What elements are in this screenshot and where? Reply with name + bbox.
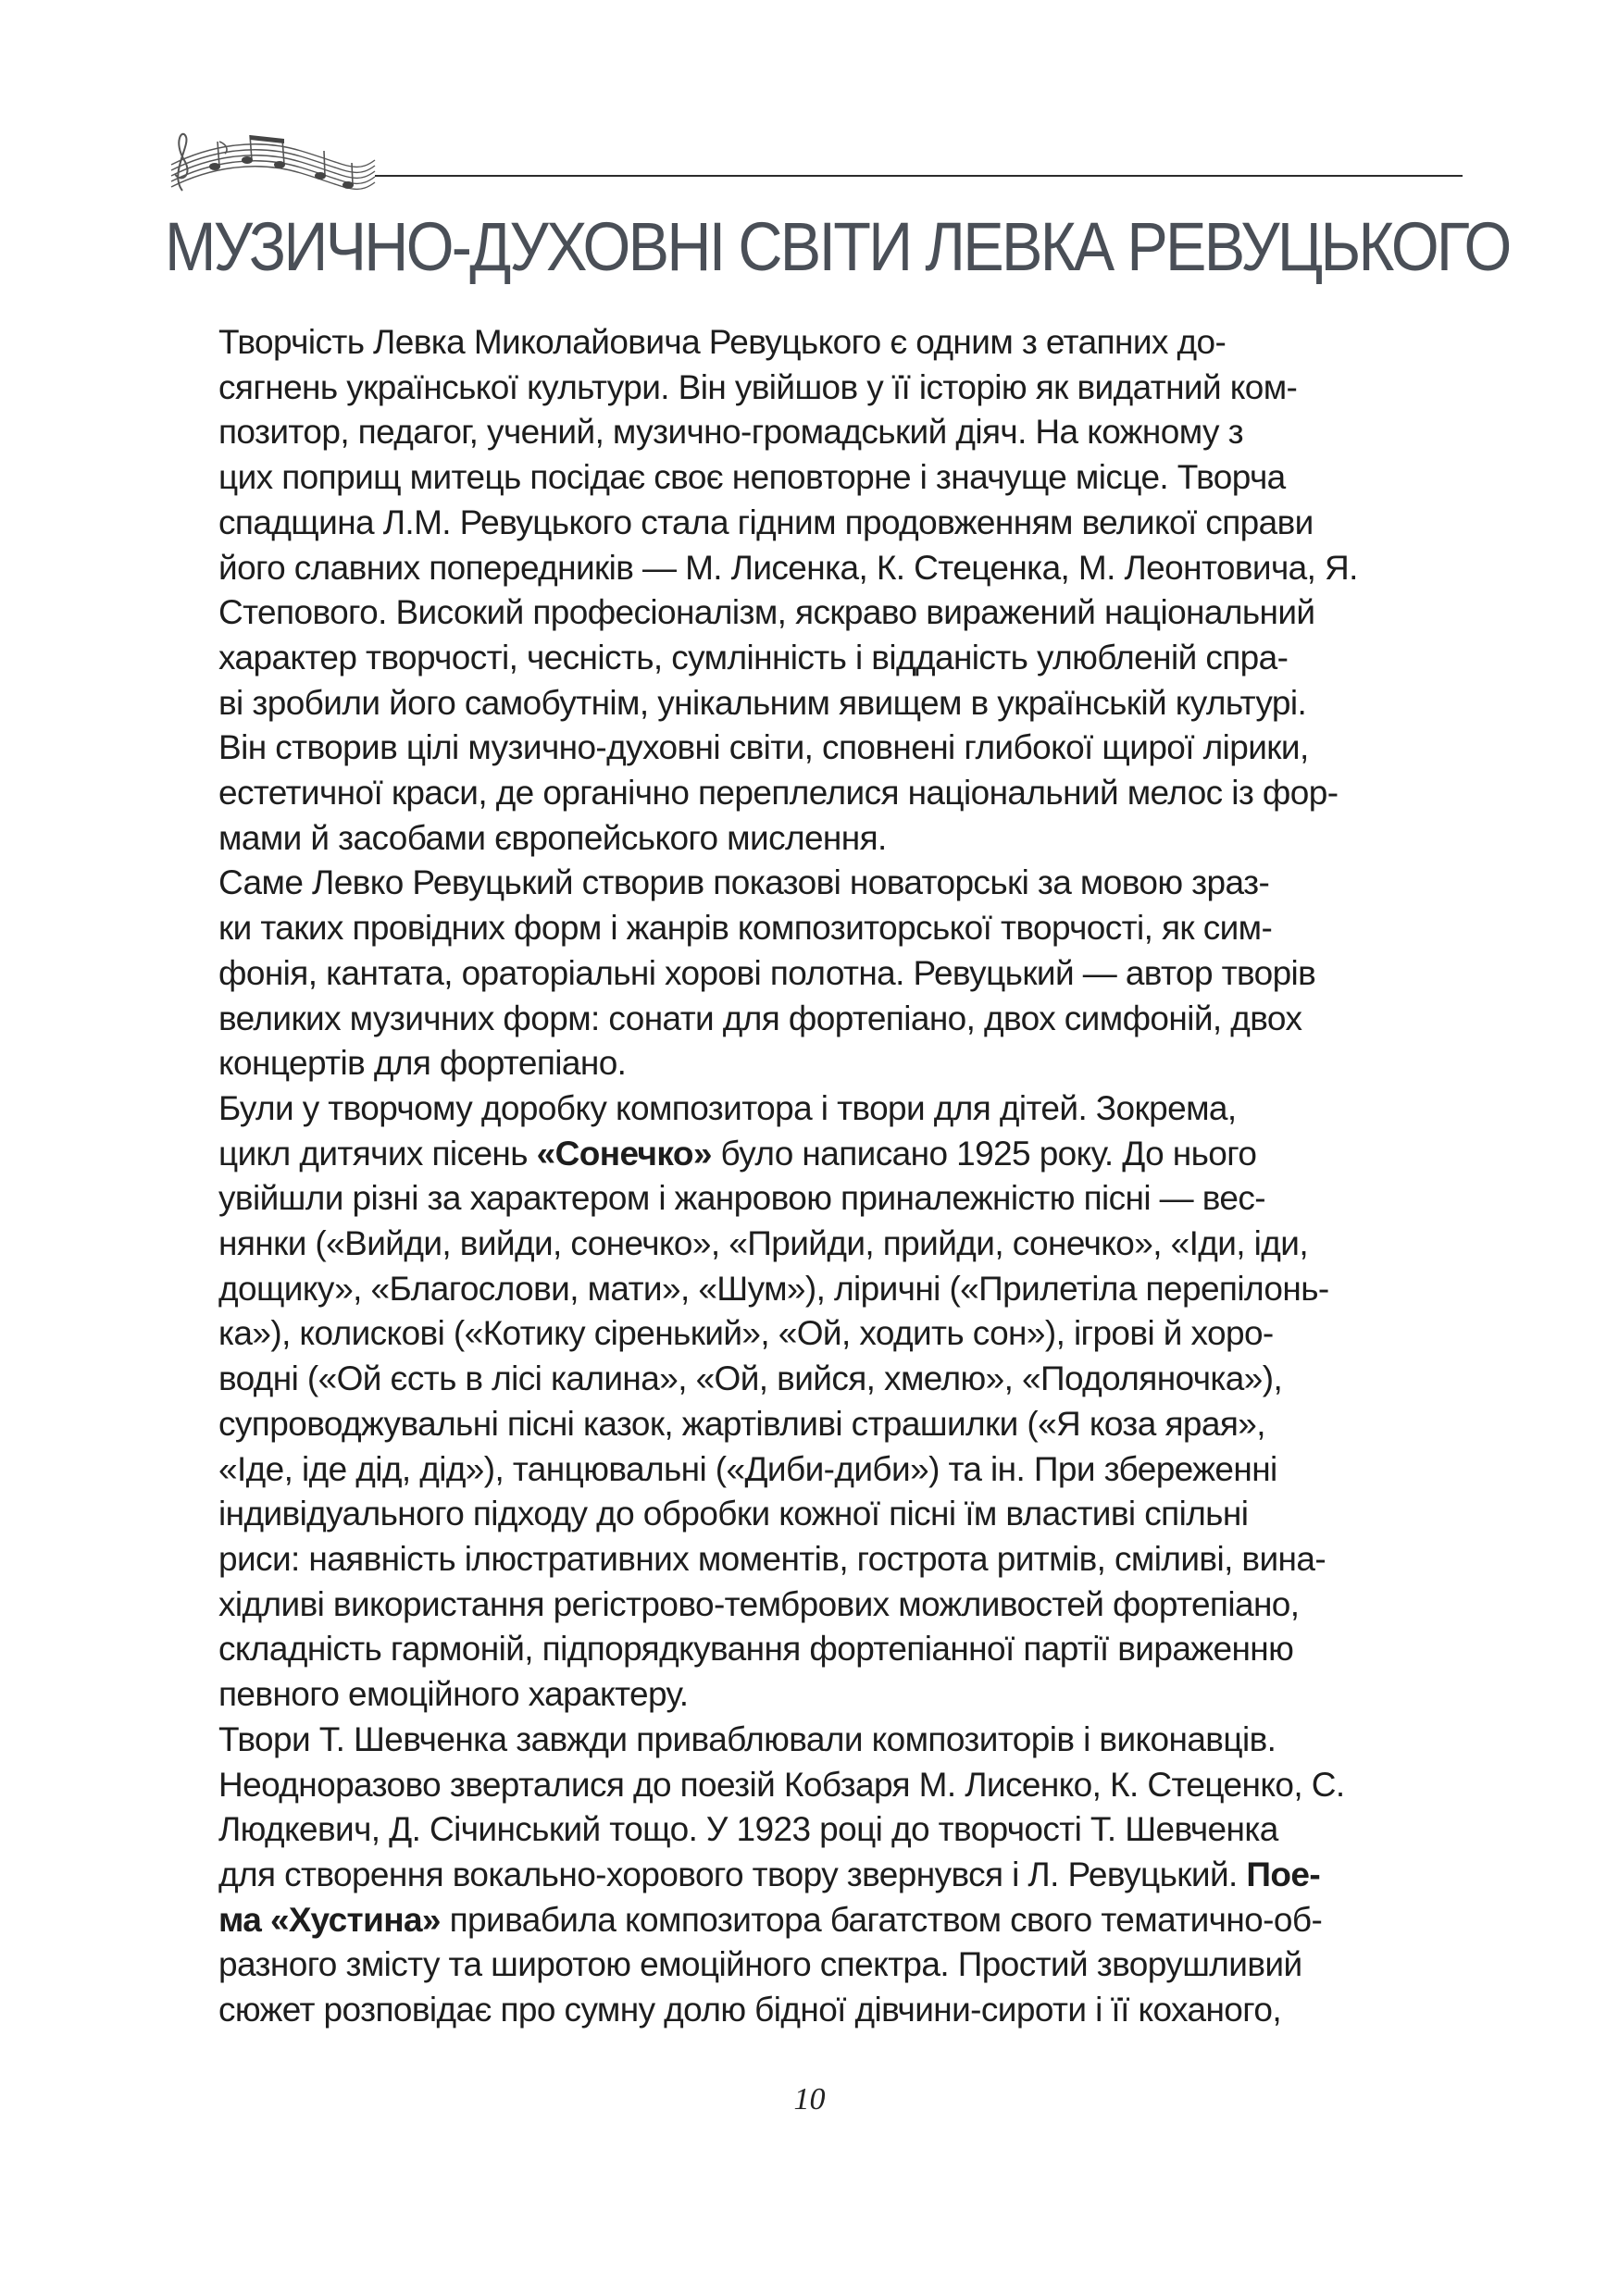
paragraph: Твори Т. Шевченка завжди приваблювали композиторів і виконавців. Неодноразово зверталися до поезій Кобзаря М. Лисенко, К. Стеценко, С. Людкевич, Д. Січинський тощо. У 1923 році до творчості Т. Шевченка для створення вокально-хорового твору звернувся і Л. Ревуцький. Пое- ма «Хустина» привабила композитора багатством свого тематично-об- разного змісту та широтою емоційного спектра. Простий зворушливий сюжет розповідає про сумну долю бідної дівчини-сироти і її коханого,	[218, 1719, 1345, 2029]
header-rule	[375, 175, 1463, 177]
bold-term: ма «Хустина»	[218, 1900, 441, 1939]
paragraph: Були у творчому доробку композитора і твори для дітей. Зокрема, цикл дитячих пісень «Сонечко» було написано 1925 року. До нього увійшли різні за характером і жанровою приналежністю пісні — вес- нянки («Вийди, вийди, сонечко», «Прийди, прийди, сонечко», «Іди, іди, дощику», «Благослови, мати», «Шум»), ліричні («Прилетіла перепілонь- ка»), колискові («Котику сіренький», «Ой, ходить сон»), ігрові й хоро- водні («Ой єсть в лісі калина», «Ой, вийся, хмелю», «Подоляночка»), супроводжувальні пісні казок, жартівливі страшилки («Я коза ярая», «Іде, іде дід, дід»), танцювальні («Диби-диби») та ін. При збереженні індивідуального підходу до обробки кожної пісні їм властиві спільні риси: наявність ілюстративних моментів, гострота ритмів, сміливі, вина- хідливі використання регістрово-тембрових можливостей фортепіано, складність гармоній, підпорядкування фортепіанної партії вираженню певного емоційного характеру.	[218, 1088, 1329, 1714]
page-number: 10	[793, 2082, 826, 2116]
page-title: МУЗИЧНО-ДУХОВНІ СВІТИ ЛЕВКА РЕВУЦЬКОГО	[165, 208, 1510, 285]
bold-term: Пое-	[1246, 1855, 1321, 1893]
music-notes-ornament-icon	[162, 109, 380, 202]
bold-term: «Сонечко»	[536, 1134, 712, 1173]
body-text	[165, 320, 1461, 2033]
paragraph: Саме Левко Ревуцький створив показові новаторські за мовою зраз- ки таких провідних форм і жанрів композиторської творчості, як сим- фонія, кантата, ораторіальні хорові полотна. Ревуцький — автор творів великих музичних форм: сонати для фортепіано, двох симфоній, двох концертів для фортепіано.	[218, 863, 1316, 1083]
paragraph: Творчість Левка Миколайовича Ревуцького є одним з етапних до- сягнень української культури. Він увійшов у її історію як видатний ком- позитор, педагог, учений, музично-громадський діяч. На кожному з цих поприщ митець посідає своє неповторне і значуще місце. Творча спадщина Л.М. Ревуцького стала гідним продовженням великої справи його славних попередників — М. Лисенка, К. Стеценка, М. Леонтовича, Я. Степового. Високий професіоналізм, яскраво виражений національний характер творчості, чесність, сумлінність і відданість улюбленій спра- ві зробили його самобутнім, унікальним явищем в українській культурі. Він створив цілі музично-духовні світи, сповнені глибокої щирої лірики, естетичної краси, де органічно переплелися національний мелос із фор- мами й засобами європейського мислення.	[218, 323, 1358, 857]
